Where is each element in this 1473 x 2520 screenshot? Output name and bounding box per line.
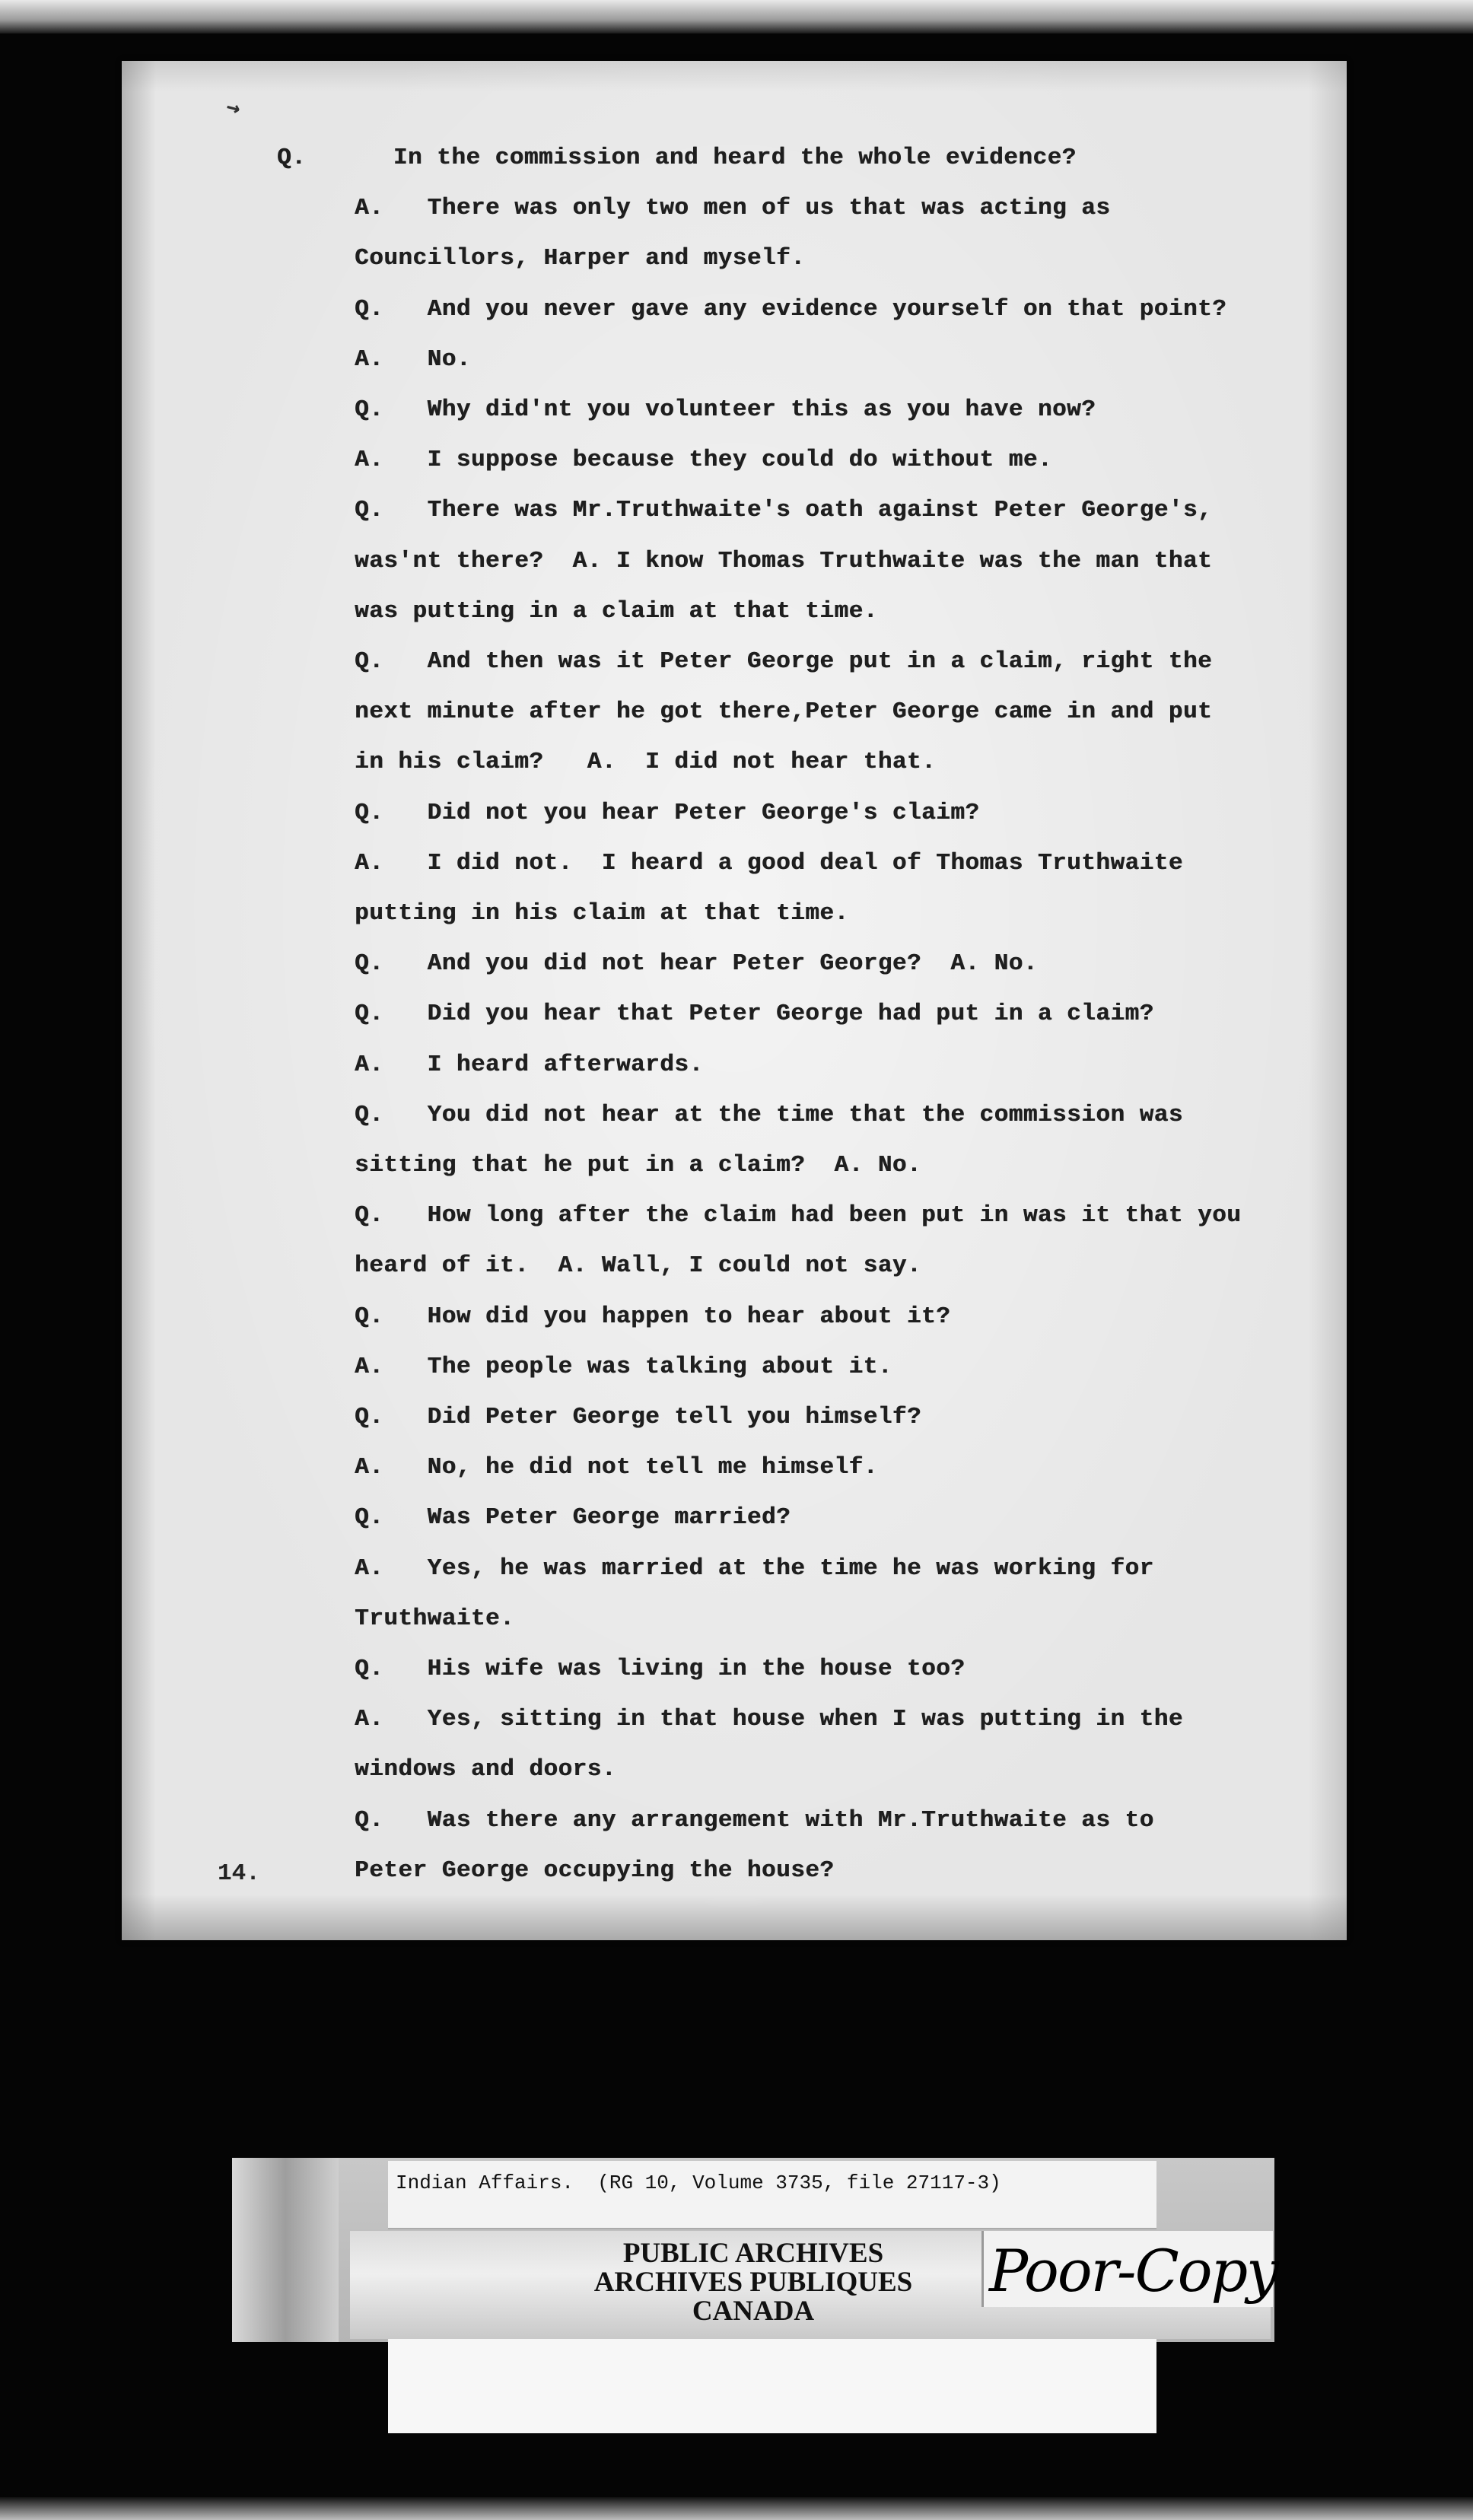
transcript-line: A. The people was talking about it. [355, 1353, 892, 1380]
transcript-line: Q. There was Mr.Truthwaite's oath against Peter George's, [355, 497, 1213, 524]
transcript-line: Councillors, Harper and myself. [355, 245, 806, 272]
archive-country: CANADA [692, 2296, 815, 2327]
transcript-line: Q. How did you happen to hear about it? [355, 1303, 951, 1330]
transcript-line: A. I heard afterwards. [355, 1051, 704, 1078]
document-page [122, 61, 1347, 1940]
corner-mark: ↘ [220, 93, 246, 123]
transcript-line: Q. Why did'nt you volunteer this as you have now? [355, 396, 1096, 423]
transcript-line: heard of it. A. Wall, I could not say. [355, 1252, 922, 1280]
transcript-line: A. No. [355, 345, 471, 373]
transcript-line: sitting that he put in a claim? A. No. [355, 1152, 922, 1179]
transcript-line: putting in his claim at that time. [355, 900, 849, 927]
transcript-line: Q. In the commission and heard the whole evidence? [277, 145, 1077, 171]
film-edge-bottom [0, 2497, 1473, 2520]
transcript-line: Q. And you never gave any evidence yourself on that point? [355, 295, 1227, 323]
label-tab [232, 2158, 339, 2342]
transcript-line: A. There was only two men of us that was acting as [355, 195, 1111, 222]
archive-name-en: PUBLIC ARCHIVES [622, 2238, 884, 2269]
transcript-line: Q. You did not hear at the time that the commission was [355, 1101, 1183, 1128]
transcript-line: next minute after he got there,Peter George came in and put [355, 698, 1213, 726]
transcript-line: was putting in a claim at that time. [355, 597, 878, 625]
label-paper-bottom [388, 2339, 1156, 2433]
transcript-line: Q. And then was it Peter George put in a claim, right the [355, 648, 1213, 675]
transcript-line: Q. Did not you hear Peter George's claim? [355, 799, 980, 826]
transcript-line: A. I suppose because they could do without me. [355, 447, 1052, 474]
transcript-line: A. Yes, sitting in that house when I was putting in the [355, 1706, 1183, 1733]
transcript-line: A. No, he did not tell me himself. [355, 1454, 878, 1481]
film-edge-top [0, 0, 1473, 33]
archive-name-fr: ARCHIVES PUBLIQUES [593, 2267, 913, 2298]
transcript-line: Q. His wife was living in the house too? [355, 1656, 966, 1682]
transcript-line: A. Yes, he was married at the time he was working for [355, 1554, 1154, 1582]
transcript-line: windows and doors. [355, 1756, 616, 1783]
archive-reference: Indian Affairs. (RG 10, Volume 3735, file 27117-3) [396, 2172, 1001, 2194]
transcript-line: Q. How long after the claim had been put in was it that you [355, 1202, 1242, 1230]
transcript-line: A. I did not. I heard a good deal of Thomas Truthwaite [355, 849, 1183, 877]
poor-copy-label: Poor-Copy [989, 2237, 1278, 2305]
transcript-line: Q. Was there any arrangement with Mr.Truthwaite as to [355, 1806, 1154, 1834]
transcript-line: in his claim? A. I did not hear that. [355, 749, 937, 776]
transcript-line: Peter George occupying the house? [355, 1857, 835, 1884]
transcript-line: Q. Did you hear that Peter George had put in a claim? [355, 1001, 1154, 1028]
transcript-line: Q. Was Peter George married? [355, 1504, 791, 1532]
transcript-line: was'nt there? A. I know Thomas Truthwaite was the man that [355, 547, 1213, 574]
page-number: 14. [218, 1860, 260, 1887]
transcript-line: Truthwaite. [355, 1605, 515, 1632]
transcript-line: Q. Did Peter George tell you himself? [355, 1404, 922, 1430]
transcript-line: Q. And you did not hear Peter George? A. No. [355, 950, 1038, 978]
